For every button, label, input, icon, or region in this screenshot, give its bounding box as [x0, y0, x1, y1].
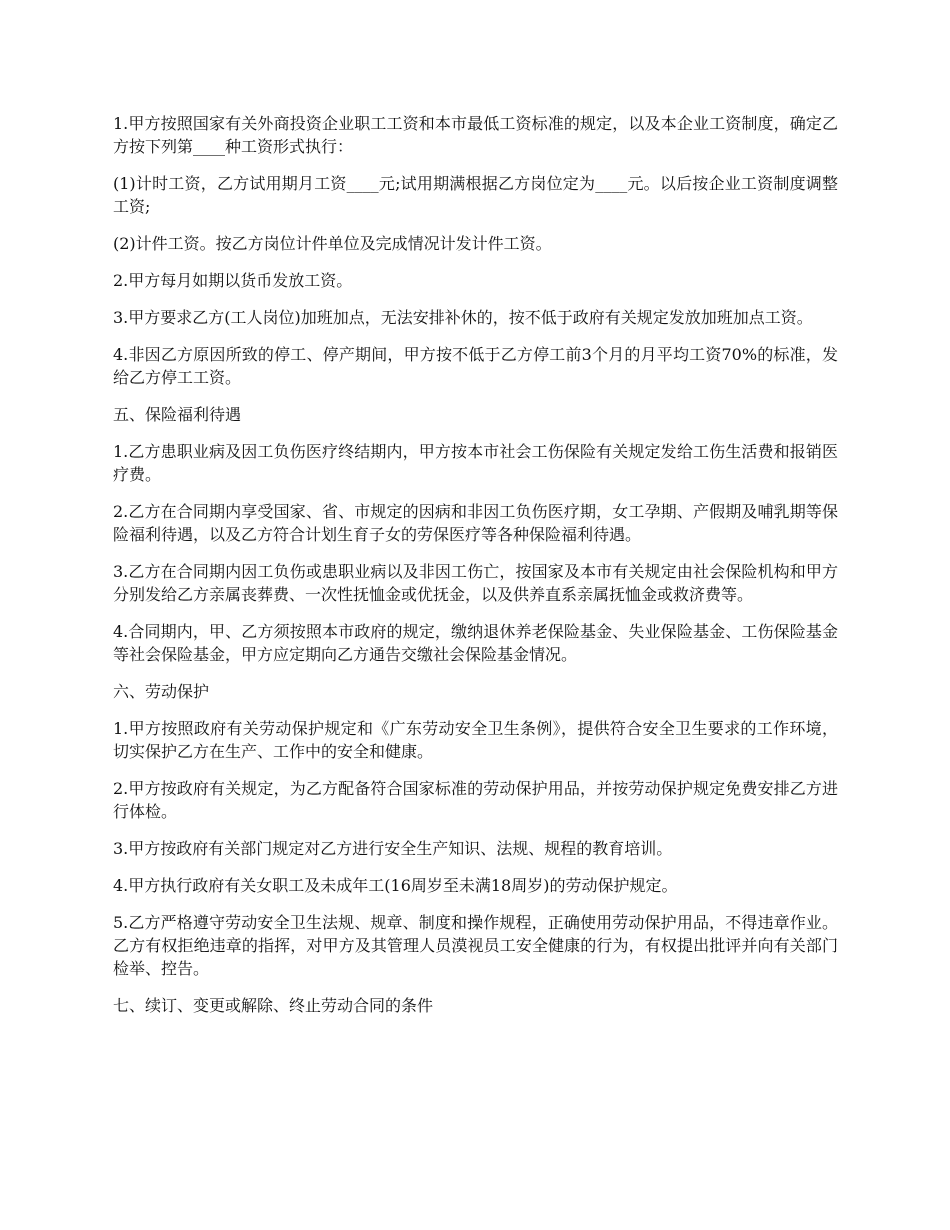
wage-form-clause: 1.甲方按照国家有关外商投资企业职工工资和本市最低工资标准的规定，以及本企业工资制度，确定乙方按下列第____种工资形式执行：	[113, 114, 838, 156]
safety-training-clause: 3.甲方按政府有关部门规定对乙方进行安全生产知识、法规、规程的教育培训。	[113, 839, 673, 858]
overtime-pay-clause: 3.甲方要求乙方(工人岗位)加班加点，无法安排补休的，按不低于政府有关规定发放加班加点工资。	[113, 308, 813, 327]
stoppage-pay-clause: 4.非因乙方原因所致的停工、停产期间，甲方按不低于乙方停工前3个月的月平均工资70%的标准，发给乙方停工工资。	[113, 345, 838, 387]
death-benefit-clause: 3.乙方在合同期内因工负伤或患职业病以及非因工伤亡，按国家及本市有关规定由社会保险机构和甲方分别发给乙方亲属丧葬费、一次性抚恤金或优抚金，以及供养直系亲属抚恤金或救济费等。	[113, 562, 838, 604]
safety-compliance-clause: 5.乙方严格遵守劳动安全卫生法规、规章、制度和操作规程，正确使用劳动保护用品，不得违章作业。乙方有权拒绝违章的指挥，对甲方及其管理人员漠视员工安全健康的行为，有权提出批评并向有关部门检举、控告。	[113, 913, 838, 978]
social-insurance-clause: 4.合同期内，甲、乙方须按照本市政府的规定，缴纳退休养老保险基金、失业保险基金、工伤保险基金等社会保险基金，甲方应定期向乙方通告交缴社会保险基金情况。	[113, 622, 838, 664]
section-heading-labor-protection: 六、劳动保护	[113, 682, 210, 701]
occupational-disease-clause: 1.乙方患职业病及因工负伤医疗终结期内，甲方按本市社会工伤保险有关规定发给工伤生活费和报销医疗费。	[113, 442, 838, 484]
monthly-pay-clause: 2.甲方每月如期以货币发放工资。	[113, 271, 353, 290]
document-body	[113, 112, 838, 1031]
section-heading-insurance: 五、保险福利待遇	[113, 405, 242, 424]
hourly-wage-clause: (1)计时工资，乙方试用期月工资____元;试用期满根据乙方岗位定为____元。以后按企业工资制度调整工资;	[113, 174, 838, 216]
work-environment-clause: 1.甲方按照政府有关劳动保护规定和《广东劳动安全卫生条例》，提供符合安全卫生要求的工作环境，切实保护乙方在生产、工作中的安全和健康。	[113, 719, 838, 761]
section-heading-contract-terms: 七、续订、变更或解除、终止劳动合同的条件	[113, 996, 434, 1015]
piece-wage-clause: (2)计件工资。按乙方岗位计件单位及完成情况计发计件工资。	[113, 234, 552, 253]
benefits-clause: 2.乙方在合同期内享受国家、省、市规定的因病和非因工负伤医疗期，女工孕期、产假期及哺乳期等保险福利待遇，以及乙方符合计划生育子女的劳保医疗等各种保险福利待遇。	[113, 502, 838, 544]
female-minor-protection-clause: 4.甲方执行政府有关女职工及未成年工(16周岁至未满18周岁)的劳动保护规定。	[113, 876, 678, 895]
protective-equipment-clause: 2.甲方按政府有关规定，为乙方配备符合国家标准的劳动保护用品，并按劳动保护规定免费安排乙方进行体检。	[113, 779, 838, 821]
